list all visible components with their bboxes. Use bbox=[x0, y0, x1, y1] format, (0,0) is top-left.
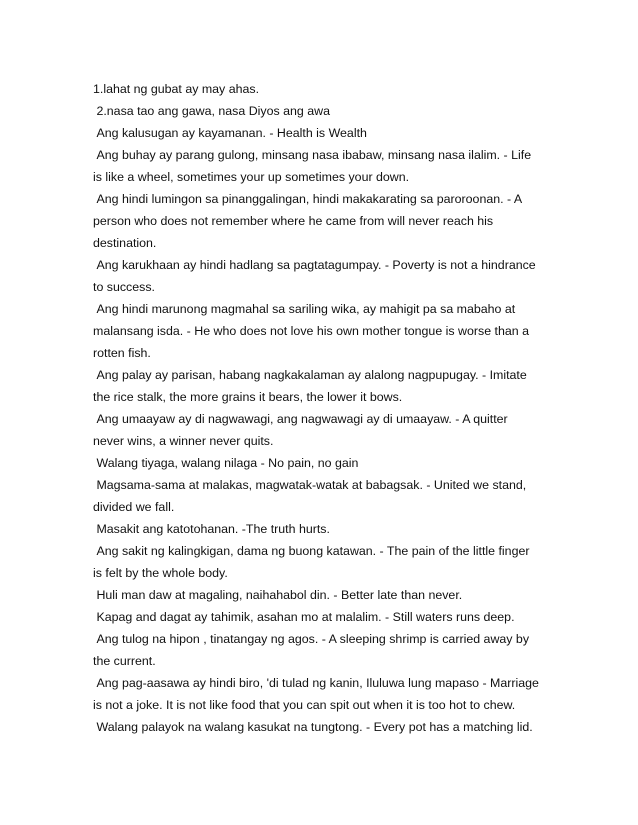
text-line: person who does not remember where he came from will never reach his bbox=[93, 214, 494, 228]
text-line: the current. bbox=[93, 654, 156, 668]
text-line: Walang tiyaga, walang nilaga - No pain, no gain bbox=[93, 456, 359, 470]
text-line: Ang karukhaan ay hindi hadlang sa pagtatagumpay. - Poverty is not a hindrance bbox=[93, 258, 536, 272]
text-line: Ang hindi marunong magmahal sa sariling wika, ay mahigit pa sa mabaho at bbox=[93, 302, 516, 316]
text-line: destination. bbox=[93, 236, 157, 250]
text-line: rotten fish. bbox=[93, 346, 151, 360]
text-line: Walang palayok na walang kasukat na tungtong. - Every pot has a matching lid. bbox=[93, 720, 533, 734]
text-line: Huli man daw at magaling, naihahabol din. - Better late than never. bbox=[93, 588, 463, 602]
text-line: the rice stalk, the more grains it bears, the lower it bows. bbox=[93, 390, 403, 404]
text-line: malansang isda. - He who does not love his own mother tongue is worse than a bbox=[93, 324, 529, 338]
text-line: Magsama-sama at malakas, magwatak-watak at babagsak. - United we stand, bbox=[93, 478, 527, 492]
document-page bbox=[93, 78, 553, 738]
text-line: Ang buhay ay parang gulong, minsang nasa ibabaw, minsang nasa ilalim. - Life bbox=[93, 148, 532, 162]
text-line: divided we fall. bbox=[93, 500, 175, 514]
text-line: Ang kalusugan ay kayamanan. - Health is Wealth bbox=[93, 126, 367, 140]
text-line: is like a wheel, sometimes your up sometimes your down. bbox=[93, 170, 410, 184]
text-line: Ang tulog na hipon , tinatangay ng agos. - A sleeping shrimp is carried away by bbox=[93, 632, 530, 646]
text-line: is not a joke. It is not like food that you can spit out when it is too hot to chew. bbox=[93, 698, 516, 712]
text-line: is felt by the whole body. bbox=[93, 566, 228, 580]
text-line: never wins, a winner never quits. bbox=[93, 434, 274, 448]
text-line: Masakit ang katotohanan. -The truth hurts. bbox=[93, 522, 330, 536]
text-line: Ang sakit ng kalingkigan, dama ng buong katawan. - The pain of the little finger bbox=[93, 544, 530, 558]
text-line: Ang palay ay parisan, habang nagkakalaman ay alalong nagpupugay. - Imitate bbox=[93, 368, 527, 382]
text-line: Ang pag-aasawa ay hindi biro, 'di tulad ng kanin, Iluluwa lung mapaso - Marriage bbox=[93, 676, 539, 690]
text-line: 2.nasa tao ang gawa, nasa Diyos ang awa bbox=[93, 104, 330, 118]
text-line: Ang hindi lumingon sa pinanggalingan, hindi makakarating sa paroroonan. - A bbox=[93, 192, 523, 206]
text-line: 1.lahat ng gubat ay may ahas. bbox=[93, 82, 260, 96]
text-line: to success. bbox=[93, 280, 155, 294]
text-line: Ang umaayaw ay di nagwawagi, ang nagwawagi ay di umaayaw. - A quitter bbox=[93, 412, 508, 426]
text-line: Kapag and dagat ay tahimik, asahan mo at malalim. - Still waters runs deep. bbox=[93, 610, 515, 624]
